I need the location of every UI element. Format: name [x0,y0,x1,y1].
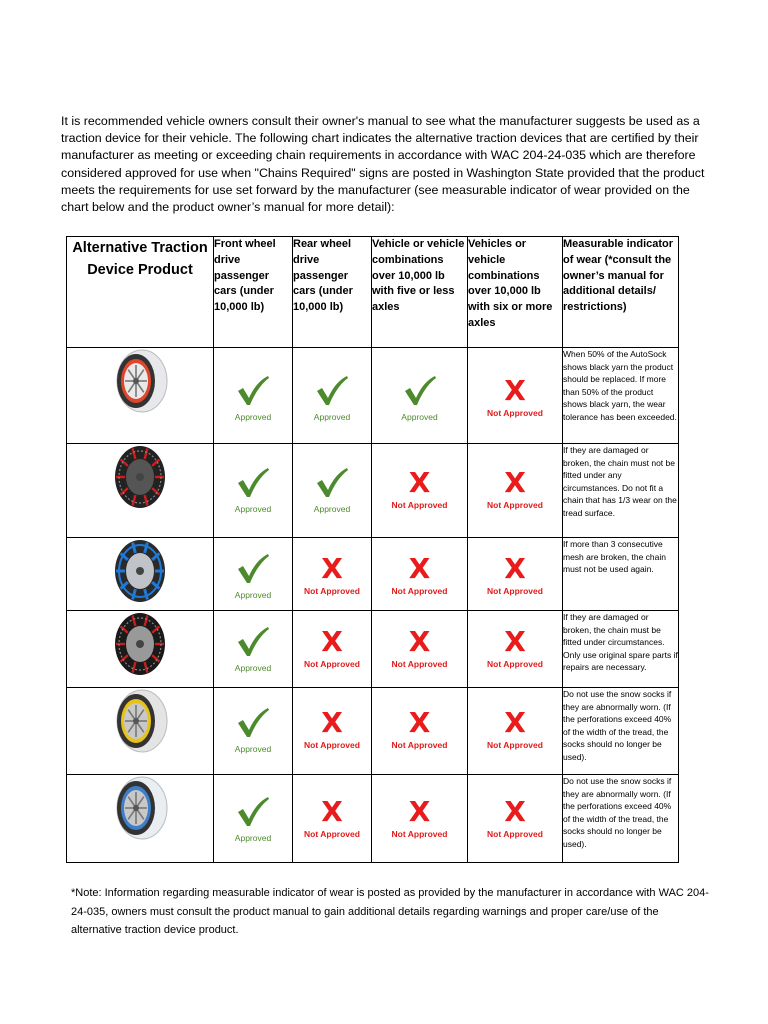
x-mark-icon: X [408,706,431,739]
status-cell-five-axles [372,348,468,444]
x-mark-icon: X [321,552,343,585]
not-approved-label: Not Approved [391,586,448,596]
not-approved-label: Not Approved [487,500,543,510]
x-mark-icon: X [321,625,343,658]
x-mark-icon: X [408,552,431,585]
product-image-cell [67,688,214,775]
chain-tire-dark-icon [67,611,213,677]
status-cell-six-axles [468,348,563,444]
not-approved-label: Not Approved [391,659,448,669]
table-row [67,538,679,611]
status-cell-rear-wheel [293,611,372,688]
status-cell-five-axles [372,611,468,688]
approved-label: Approved [401,412,438,422]
header-five-axles: Vehicle or vehicle combinations over 10,000 lb with five or less axles [372,237,468,348]
x-mark-icon: X [504,706,526,739]
table-row [67,775,679,863]
status-cell-front-wheel [214,611,293,688]
not-approved-label: Not Approved [304,586,360,596]
status-cell-five-axles [372,538,468,611]
table-row [67,348,679,444]
approved-label: Approved [313,504,351,514]
chain-tire-red-icon [67,444,213,510]
x-mark-icon: X [408,795,431,828]
not-approved-label: Not Approved [487,829,543,839]
not-approved-label: Not Approved [391,829,448,839]
sock-tire-yellow-icon [67,688,213,754]
status-cell-six-axles [468,775,563,863]
status-cell-front-wheel [214,538,293,611]
approved-label: Approved [234,663,272,673]
status-cell-five-axles [372,444,468,538]
x-mark-icon: X [504,625,526,658]
not-approved-label: Not Approved [304,740,360,750]
status-cell-rear-wheel [293,538,372,611]
x-mark-icon: X [321,706,343,739]
checkmark-icon [214,374,292,412]
product-image-cell [67,775,214,863]
table-row [67,444,679,538]
wear-indicator-cell: When 50% of the AutoSock shows black yarn the product should be replaced. If more than 50% of the product shows black yarn, the wear tolerance has been exceeded. [563,348,679,444]
status-cell-rear-wheel [293,688,372,775]
mesh-tire-blue-icon [67,538,213,604]
header-product: Alternative Traction Device Product [67,237,214,348]
status-cell-six-axles [468,688,563,775]
x-mark-icon: X [321,795,343,828]
status-cell-front-wheel [214,444,293,538]
status-cell-front-wheel [214,348,293,444]
x-mark-icon: X [504,374,526,407]
table-row [67,688,679,775]
not-approved-label: Not Approved [487,408,543,418]
header-front-wheel: Front wheel drive passenger cars (under 10,000 lb) [214,237,293,348]
status-cell-front-wheel [214,775,293,863]
traction-device-table [66,236,679,863]
not-approved-label: Not Approved [304,659,360,669]
header-six-axles: Vehicles or vehicle combinations over 10,000 lb with six or more axles [468,237,563,348]
approved-label: Approved [234,833,272,843]
product-image-cell [67,348,214,444]
status-cell-rear-wheel [293,348,372,444]
checkmark-icon [214,795,292,833]
wear-indicator-cell: Do not use the snow socks if they are abnormally worn. (If the perforations exceed 40% of the width of the tread, the socks should no longer be used). [563,688,679,775]
status-cell-rear-wheel [293,444,372,538]
status-cell-five-axles [372,775,468,863]
header-wear-indicator: Measurable indicator of wear (*consult the owner’s manual for additional details/ restrictions) [563,237,679,348]
checkmark-icon [293,466,371,504]
status-cell-front-wheel [214,688,293,775]
wear-indicator-cell: If they are damaged or broken, the chain must not be fitted under any circumstances. Do not fit a chain that has 1/3 wear on the tread surface. [563,444,679,538]
x-mark-icon: X [504,552,526,585]
wear-indicator-cell: If more than 3 consecutive mesh are broken, the chain must not be used again. [563,538,679,611]
intro-paragraph: It is recommended vehicle owners consult their owner's manual to see what the manufacturer suggests be used as a traction device for their vehicle. The following chart indicates the alternative traction devices that are certified by their manufacturer as meeting or exceeding chain requirements in accordance with WAC 204-24-035 which are therefore considered approved for use when "Chains Required" signs are posted in Washington State provided that the product meets the requirements for use set forward by the manufacturer (see measurable indicator of wear provided on the chart below and the product owner’s manual for more detail): [61,114,705,215]
footnote: *Note: Information regarding measurable indicator of wear is posted as provided by the manufacturer in accordance with WAC 204-24-035, owners must consult the product manual to gain additional details regarding warnings and proper care/use of the alternative traction device product. [71,887,709,936]
not-approved-label: Not Approved [487,586,543,596]
x-mark-icon: X [504,795,526,828]
not-approved-label: Not Approved [487,740,543,750]
header-rear-wheel: Rear wheel drive passenger cars (under 10,000 lb) [293,237,372,348]
wear-indicator-cell: If they are damaged or broken, the chain must be fitted under circumstances. Only use original spare parts if repairs are necessary. [563,611,679,688]
table-header-row [67,237,679,348]
x-mark-icon: X [504,466,526,499]
x-mark-icon: X [408,625,431,658]
not-approved-label: Not Approved [391,740,448,750]
not-approved-label: Not Approved [487,659,543,669]
product-image-cell [67,611,214,688]
table-row [67,611,679,688]
status-cell-six-axles [468,611,563,688]
product-image-cell [67,444,214,538]
status-cell-rear-wheel [293,775,372,863]
wear-indicator-cell: Do not use the snow socks if they are abnormally worn. (If the perforations exceed 40% of the width of the tread, the socks should no longer be used). [563,775,679,863]
approved-label: Approved [234,504,272,514]
status-cell-six-axles [468,538,563,611]
sock-tire-white-icon [67,775,213,841]
approved-label: Approved [234,412,272,422]
not-approved-label: Not Approved [304,829,360,839]
product-image-cell [67,538,214,611]
approved-label: Approved [234,590,272,600]
sock-tire-red-icon [67,348,213,414]
status-cell-six-axles [468,444,563,538]
checkmark-icon [214,706,292,744]
not-approved-label: Not Approved [391,500,448,510]
x-mark-icon: X [408,466,431,499]
checkmark-icon [214,466,292,504]
approved-label: Approved [313,412,351,422]
approved-label: Approved [234,744,272,754]
checkmark-icon [293,374,371,412]
checkmark-icon [372,374,467,412]
checkmark-icon [214,625,292,663]
checkmark-icon [214,552,292,590]
status-cell-five-axles [372,688,468,775]
